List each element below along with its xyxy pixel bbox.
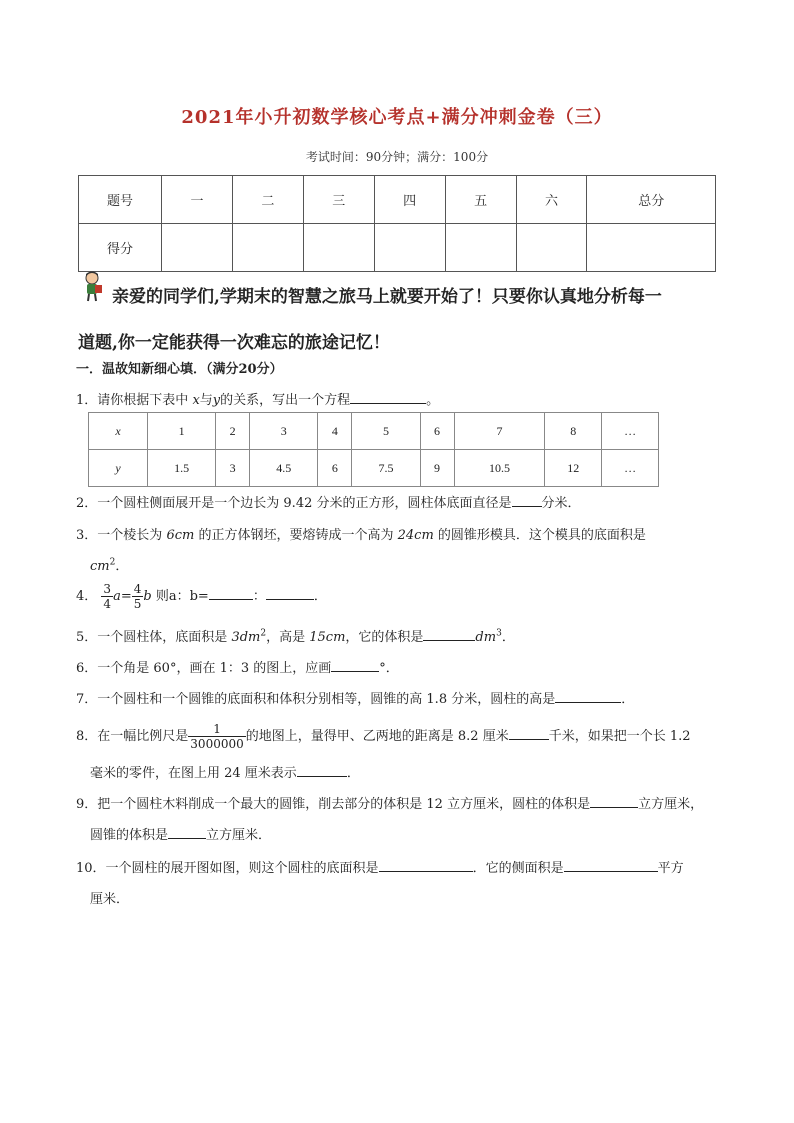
y-row	[89, 450, 659, 487]
header-cell: 总分	[587, 176, 716, 224]
answer-blank[interactable]	[297, 763, 347, 777]
question-3-unit: $cm^2$．	[90, 557, 129, 574]
question-7: 7．一个圆柱和一个圆锥的底面积和体积分别相等，圆锥的高 1.8 分米，圆柱的高是 ．	[76, 688, 736, 707]
y-cell: 6	[318, 450, 352, 487]
x-cell: 6	[420, 413, 454, 450]
answer-blank[interactable]	[564, 858, 658, 872]
header-cell: 题号	[79, 176, 162, 224]
y-cell: 1.5	[148, 450, 216, 487]
score-cell[interactable]	[303, 224, 374, 272]
x-cell: 2	[216, 413, 250, 450]
score-cell[interactable]	[587, 224, 716, 272]
question-4: 4． $\frac{3}{4}$ a= $\frac{4}{5}$ b 则a：b= ： ．	[76, 582, 327, 611]
answer-blank[interactable]	[209, 586, 253, 600]
y-cell: 10.5	[454, 450, 545, 487]
y-cell: …	[602, 450, 659, 487]
x-cell: 4	[318, 413, 352, 450]
fraction: $\frac{4}{5}$	[133, 582, 142, 611]
score-cell[interactable]	[445, 224, 516, 272]
header-cell: 三	[303, 176, 374, 224]
question-9: 9．把一个圆柱木料削成一个最大的圆锥，削去部分的体积是 12 立方厘米，圆柱的体积是 立方厘米，	[76, 793, 736, 812]
y-cell: 12	[545, 450, 602, 487]
answer-blank[interactable]	[266, 586, 314, 600]
greeting-line-1: 亲爱的同学们,学期末的智慧之旅马上就要开始了！只要你认真地分析每一	[112, 287, 662, 307]
answer-blank[interactable]	[331, 658, 379, 672]
score-cell[interactable]	[232, 224, 303, 272]
score-cell[interactable]	[516, 224, 587, 272]
score-row-label: 得分	[79, 224, 162, 272]
x-row	[89, 413, 659, 450]
answer-blank[interactable]	[423, 627, 475, 641]
x-cell: 3	[250, 413, 318, 450]
header-cell: 二	[232, 176, 303, 224]
greeting-line-2: 道题,你一定能获得一次难忘的旅途记忆！	[78, 333, 390, 353]
header-cell: 五	[445, 176, 516, 224]
x-cell: …	[602, 413, 659, 450]
x-cell: 1	[148, 413, 216, 450]
scale-fraction: $\frac{1}{3000000}$	[190, 722, 244, 751]
question-3: 3．一个棱长为 6cm 的正方体钢坯，要熔铸成一个高为 24cm 的圆锥形模具．这个模具的底面积是	[76, 528, 646, 543]
y-cell: 3	[216, 450, 250, 487]
y-cell: 9	[420, 450, 454, 487]
question-10-cont: 厘米．	[90, 892, 130, 907]
answer-blank[interactable]	[590, 794, 638, 808]
header-cell: 四	[374, 176, 445, 224]
question-5: 5．一个圆柱体，底面积是 $3dm^2$，高是 15cm，它的体积是 $dm^3$．	[76, 628, 515, 645]
question-8-cont: 毫米的零件，在图上用 24 厘米表示 ．	[90, 762, 750, 781]
x-cell: 7	[454, 413, 545, 450]
score-table-score-row	[79, 224, 716, 272]
x-label: x	[89, 413, 148, 450]
question-8: 8．在一幅比例尺是 $\frac{1}{3000000}$ 的地图上，量得甲、乙两地的距离是 8.2 厘米 千米，如果把一个长 1.2	[76, 722, 691, 751]
y-label: y	[89, 450, 148, 487]
score-cell[interactable]	[374, 224, 445, 272]
question-6: 6．一个角是 60°，画在 1：3 的图上，应画 °．	[76, 657, 736, 676]
question-10: 10．一个圆柱的展开图如图，则这个圆柱的底面积是 ．它的侧面积是 平方	[76, 857, 736, 876]
x-cell: 5	[352, 413, 420, 450]
section-title: 一．温故知新细心填．（满分20分）	[76, 362, 283, 377]
xy-table	[88, 412, 659, 487]
header-cell: 一	[162, 176, 233, 224]
page-title: 2021年小升初数学核心考点+满分冲刺金卷（三）	[181, 107, 613, 128]
answer-blank[interactable]	[350, 390, 426, 404]
y-cell: 7.5	[352, 450, 420, 487]
score-table	[78, 175, 716, 272]
x-cell: 8	[545, 413, 602, 450]
answer-blank[interactable]	[168, 825, 206, 839]
question-2: 2．一个圆柱侧面展开是一个边长为 9.42 分米的正方形，圆柱体底面直径是 分米．	[76, 492, 736, 511]
answer-blank[interactable]	[555, 689, 621, 703]
fraction: $\frac{3}{4}$	[103, 582, 112, 611]
y-cell: 4.5	[250, 450, 318, 487]
score-cell[interactable]	[162, 224, 233, 272]
header-cell: 六	[516, 176, 587, 224]
exam-info: 考试时间：90分钟；满分：100分	[305, 150, 489, 164]
question-1: 1．请你根据下表中 x与y的关系，写出一个方程 。	[76, 389, 736, 408]
score-table-header-row	[79, 176, 716, 224]
answer-blank[interactable]	[379, 858, 473, 872]
greeting	[78, 274, 738, 366]
question-9-cont: 圆锥的体积是 立方厘米．	[90, 824, 750, 843]
answer-blank[interactable]	[509, 726, 549, 740]
answer-blank[interactable]	[512, 493, 542, 507]
